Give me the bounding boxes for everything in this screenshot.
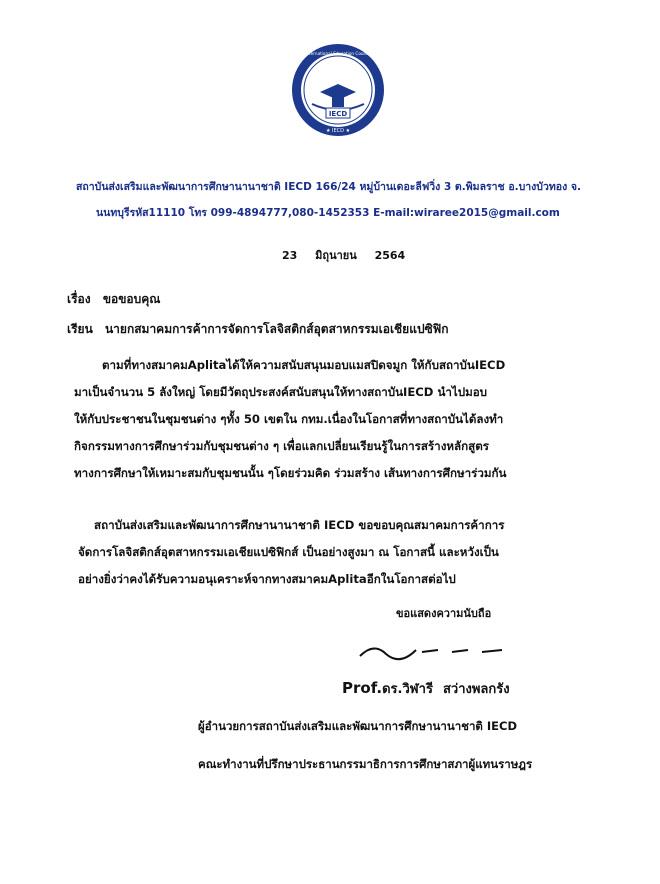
paragraph-line: กิจกรรมทางการศึกษาร่วมกับชุมชนต่าง ๆ เพื่อแลกเปลี่ยนเรียนรู้ในการสร้างหลักสูตร (74, 439, 489, 453)
paragraph-line: สถาบันส่งเสริมและพัฒนาการศึกษานานาชาติ IECD ขอขอบคุณสมาคมการค้าการ (94, 518, 505, 532)
date-year: 2564 (374, 249, 406, 262)
institute-address-line1: สถาบันส่งเสริมและพัฒนาการศึกษานานาชาติ IECD 166/24 หมู่บ้านเดอะลีฟวิ่ง 3 ต.พิมลราช อ.บางบัวทอง จ. (76, 181, 582, 193)
signer-title-2: คณะทำงานที่ปรึกษาประธานกรรมาธิการการศึกษาสภาผู้แทนราษฎร (198, 757, 533, 771)
letter-date (282, 246, 419, 264)
handwritten-signature (356, 636, 516, 672)
svg-text:★ IECD ★: ★ IECD ★ (325, 128, 351, 134)
paragraph-line: อย่างยิ่งว่าคงได้รับความอนุเคราะห์จากทางสมาคมAplitaอีกในโอกาสต่อไป (78, 572, 456, 586)
signer-name (342, 678, 510, 699)
date-day: 23 (282, 249, 298, 262)
paragraph-line: ตามที่ทางสมาคมAplitaได้ให้ความสนับสนุนมอบแมสปิดจมูก ให้กับสถาบันIECD (102, 358, 506, 372)
signer-title-1: ผู้อำนวยการสถาบันส่งเสริมและพัฒนาการศึกษานานาชาติ IECD (198, 719, 518, 733)
paragraph-line: จัดการโลจิสติกส์อุตสาหกรรมเอเชียแปซิฟิกส์ เป็นอย่างสูงมา ณ โอกาสนี้ และหวังเป็น (78, 545, 499, 559)
svg-text:International Education Counci: International Education Council (305, 51, 371, 56)
recipient-text: นายกสมาคมการค้าการจัดการโลจิสติกส์อุตสาหกรรมเอเชียแปซิฟิก (104, 322, 449, 336)
signer-first-name: ดร.วิฬารี (382, 682, 433, 697)
paragraph-line: ทางการศึกษาให้เหมาะสมกับชุมชนนั้น ๆโดยร่วมคิด ร่วมสร้าง เส้นทางการศึกษาร่วมกัน (74, 466, 507, 480)
svg-text:IECD: IECD (328, 110, 348, 118)
paragraph-line: มาเป็นจำนวน 5 ลังใหญ่ โดยมีวัตถุประสงค์สนับสนุนให้ทางสถาบันIECD นำไปมอบ (74, 385, 488, 399)
date-month: มิถุนายน (315, 249, 357, 262)
recipient-line (67, 320, 448, 339)
paragraph-line: ให้กับประชาชนในชุมชนต่าง ๆทั้ง 50 เขตใน กทม.เนื่องในโอกาสที่ทางสถาบันได้ลงทำ (74, 412, 504, 426)
subject-text: ขอขอบคุณ (102, 292, 161, 306)
subject-label: เรื่อง (67, 292, 91, 306)
recipient-label: เรียน (67, 322, 93, 336)
signer-surname: สว่างพลกรัง (442, 682, 510, 697)
institute-contact-line2: นนทบุรีรหัส11110 โทร 099-4894777,080-1452353 E-mail:wiraree2015@gmail.com (96, 207, 560, 219)
body-paragraph-1 (74, 352, 634, 487)
subject-line (67, 290, 160, 309)
signer-prefix: Prof. (342, 679, 383, 697)
body-paragraph-2 (78, 512, 638, 593)
closing-phrase: ขอแสดงความนับถือ (396, 607, 492, 620)
iecd-logo (290, 42, 386, 138)
